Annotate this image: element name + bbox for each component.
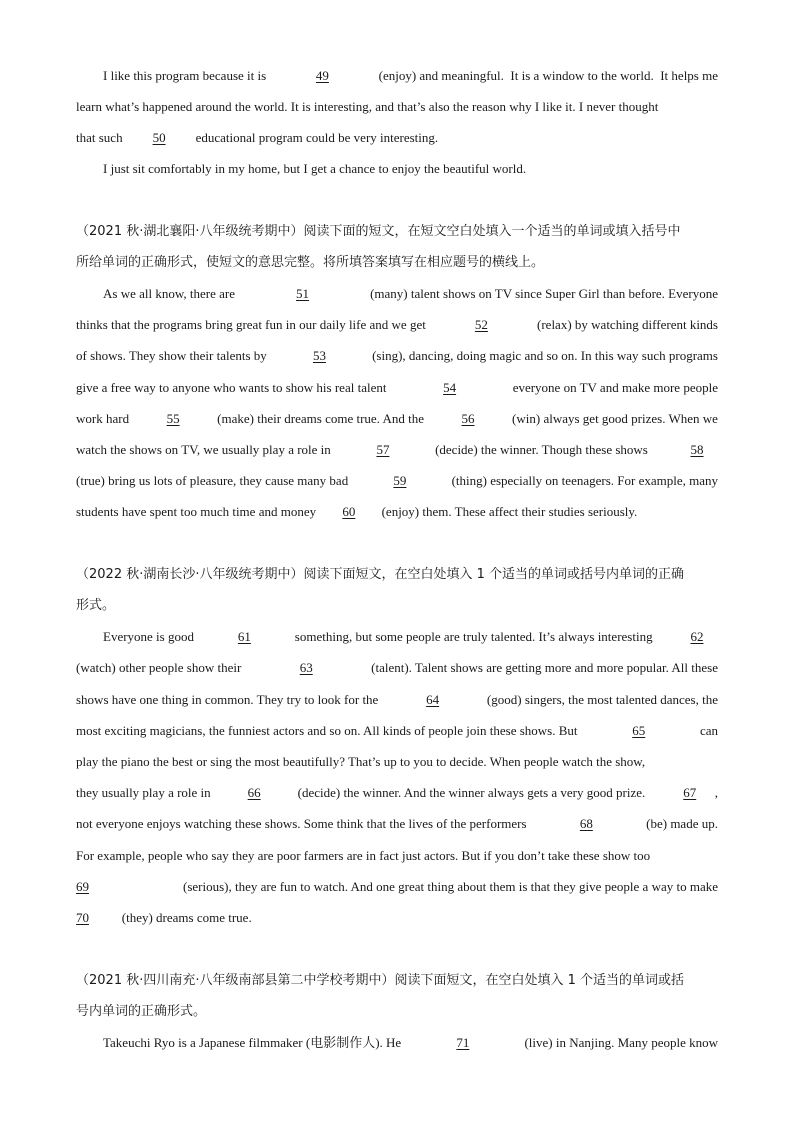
text-line: For example, people who say they are poor farmers are in fact just actors. But if you don’t take these show too (76, 848, 651, 863)
question-header: 形式。 (76, 598, 116, 613)
question-header: 号内单词的正确形式。 (76, 1004, 207, 1019)
text-line: thinks that the programs bring great fun in our daily life and we get 52 (relax) by watching different kinds (76, 317, 718, 332)
text-line: not everyone enjoys watching these shows. Some think that the lives of the performers 68 (be) made up. (76, 816, 718, 831)
blank-55[interactable]: 55 (166, 411, 180, 426)
blank-61[interactable]: 61 (237, 629, 251, 644)
text-line: 69 (serious), they are fun to watch. And one great thing about them is that they give people a way to make (76, 879, 718, 894)
text-line: Takeuchi Ryo is a Japanese filmmaker (电影制作人). He 71 (live) in Nanjing. Many people know (103, 1035, 718, 1050)
blank-50[interactable]: 50 (152, 130, 166, 145)
text-line: give a free way to anyone who wants to show his real talent 54 everyone on TV and make more people (76, 380, 718, 395)
blank-67[interactable]: 67 (683, 785, 697, 800)
text-line: 70 (they) dreams come true. (76, 910, 252, 925)
blank-70[interactable]: 70 (76, 910, 89, 925)
blank-63[interactable]: 63 (299, 660, 313, 675)
blank-51[interactable]: 51 (296, 286, 310, 301)
blank-68[interactable]: 68 (579, 816, 593, 831)
blank-53[interactable]: 53 (312, 348, 326, 363)
text-line: shows have one thing in common. They try to look for the 64 (good) singers, the most talented dances, the (76, 692, 718, 707)
blank-52[interactable]: 52 (474, 317, 488, 332)
text-line: of shows. They show their talents by 53 (sing), dancing, doing magic and so on. In this way such programs (76, 348, 718, 363)
blank-56[interactable]: 56 (461, 411, 475, 426)
blank-49[interactable]: 49 (315, 68, 329, 83)
blank-64[interactable]: 64 (426, 692, 440, 707)
text-line: work hard 55 (make) their dreams come true. And the 56 (win) always get good prizes. When we (76, 411, 718, 426)
question-header: （2021 秋·四川南充·八年级南部县第二中学校考期中）阅读下面短文，在空白处填入 1 个适当的单词或括 (76, 973, 685, 988)
text-line: students have spent too much time and money 60 (enjoy) them. These affect their studies seriously. (76, 504, 638, 519)
text-line: play the piano the best or sing the most beautifully? That’s up to you to decide. When people watch the show, (76, 754, 646, 769)
text-line: they usually play a role in 66 (decide) the winner. And the winner always gets a very good prize. 67 , (76, 785, 718, 800)
question-header: （2021 秋·湖北襄阳·八年级统考期中）阅读下面的短文，在短文空白处填入一个适当的单词或填入括号中 (76, 224, 681, 239)
text-line: that such 50 educational program could be very interesting. (76, 130, 439, 145)
text-line: As we all know, there are 51 (many) talent shows on TV since Super Girl than before. Everyone (103, 286, 718, 301)
text-line: I like this program because it is 49 (enjoy) and meaningful. It is a window to the world. It helps me (103, 68, 718, 83)
blank-60[interactable]: 60 (342, 504, 356, 519)
blank-59[interactable]: 59 (393, 473, 407, 488)
text-line: (watch) other people show their 63 (talent). Talent shows are getting more and more popular. All these (76, 660, 718, 675)
text-line: (true) bring us lots of pleasure, they cause many bad 59 (thing) especially on teenagers. For example, many (76, 473, 718, 488)
blank-62[interactable]: 62 (690, 629, 704, 644)
question-header: （2022 秋·湖南长沙·八年级统考期中）阅读下面短文，在空白处填入 1 个适当的单词或括号内单词的正确 (76, 567, 685, 582)
text-line: Everyone is good 61 something, but some people are truly talented. It’s always interesting 62 (103, 628, 718, 646)
blank-58[interactable]: 58 (690, 442, 704, 457)
text-line: most exciting magicians, the funniest actors and so on. All kinds of people join these shows. But 65 can (76, 723, 718, 738)
text-line: watch the shows on TV, we usually play a role in 57 (decide) the winner. Though these shows 58 (76, 441, 718, 459)
blank-69[interactable]: 69 (76, 879, 89, 894)
text-line: I just sit comfortably in my home, but I get a chance to enjoy the beautiful world. (103, 161, 527, 176)
blank-65[interactable]: 65 (632, 723, 646, 738)
blank-71[interactable]: 71 (456, 1035, 470, 1050)
blank-54[interactable]: 54 (443, 380, 457, 395)
question-header: 所给单词的正确形式，使短文的意思完整。将所填答案填写在相应题号的横线上。 (76, 255, 545, 270)
blank-57[interactable]: 57 (376, 442, 390, 457)
text-line: learn what’s happened around the world. It is interesting, and that’s also the reason why I like it. I never thought (76, 99, 659, 114)
blank-66[interactable]: 66 (247, 785, 261, 800)
